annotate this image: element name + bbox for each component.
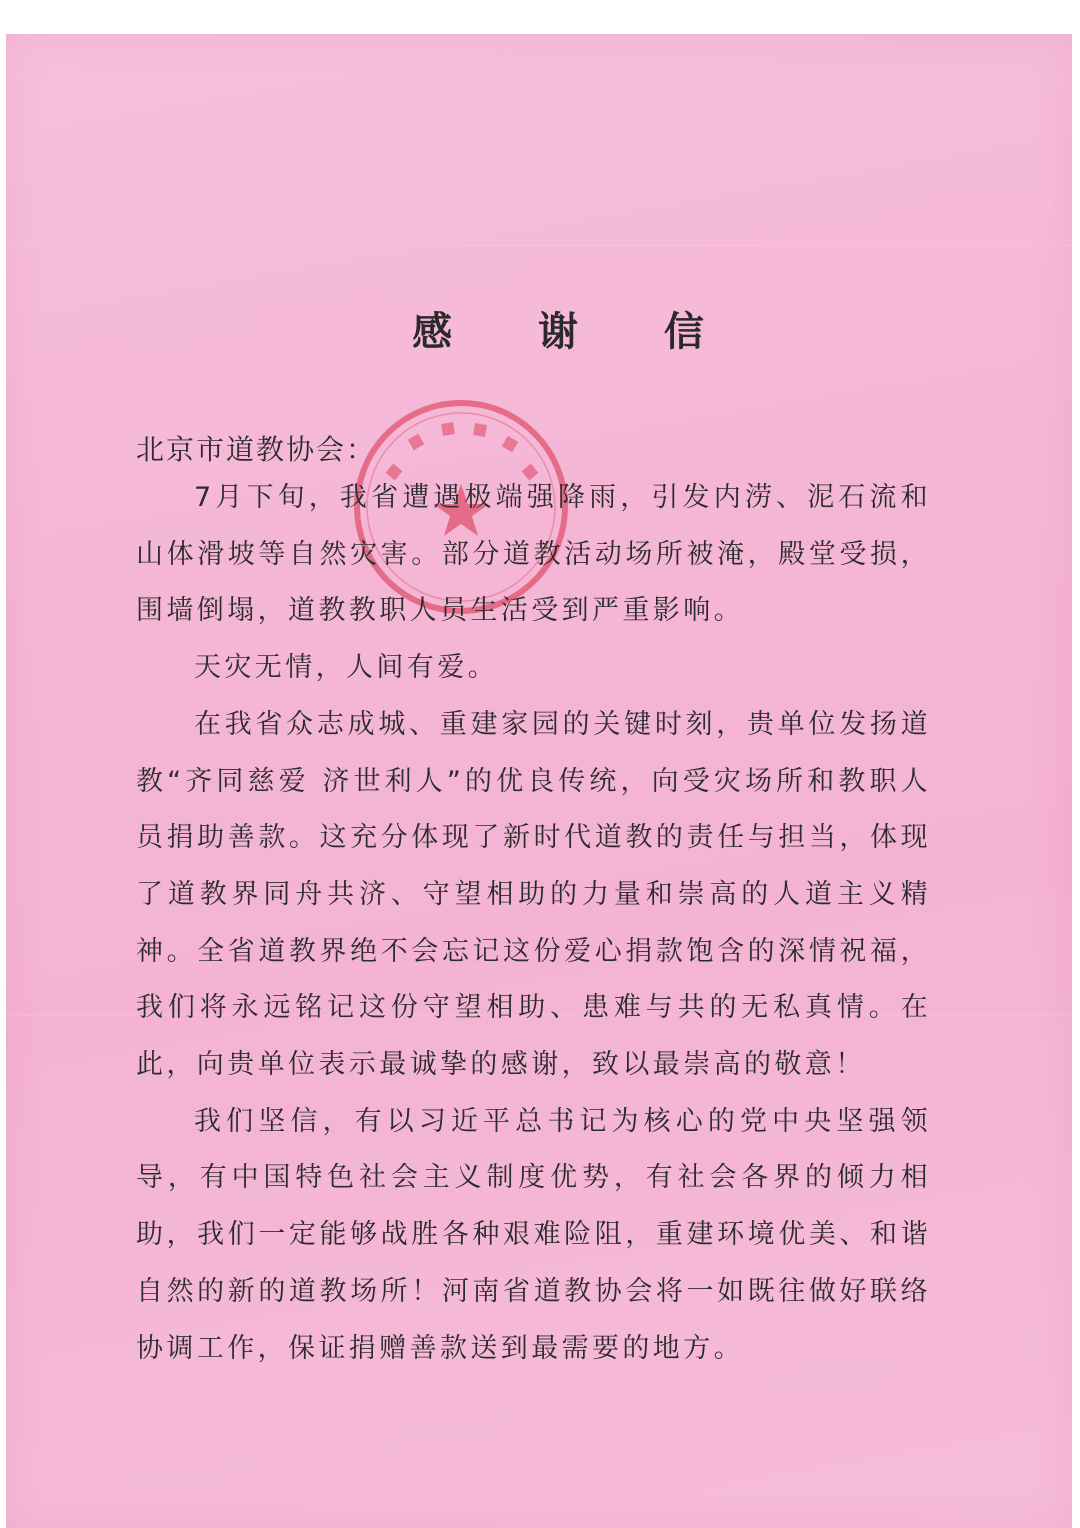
letter-salutation: 北京市道教协会： [136,433,377,466]
body-paragraph: 我们坚信，有以习近平总书记为核心的党中央坚强领导，有中国特色社会主义制度优势，有社会各界的倾力相助，我们一定能够战胜各种艰难险阻，重建环境优美、和谐自然的新的道教场所！河南省道教协会将一如既往做好联络协调工作，保证捐赠善款送到最需要的地方。 [136,1105,931,1364]
body-paragraph: 天灾无情，人间有爱。 [194,652,498,684]
paper-crease [6,244,1072,246]
letter-body [136,470,931,1377]
body-paragraph: 在我省众志成城、重建家园的关键时刻，贵单位发扬道教“齐同慈爱 济世利人”的优良传统，向受灾场所和教职人员捐助善款。这充分体现了新时代道教的责任与担当，体现了道教界同舟共济、守望相助的力量和崇高的人道主义精神。全省道教界绝不会忘记这份爱心捐款饱含的深情祝福，我们将永远铭记这份守望相助、患难与共的无私真情。在此，向贵单位表示最诚挚的感谢，致以最崇高的敬意！ [136,708,931,1081]
body-paragraph: 7月下旬，我省遭遇极端强降雨，引发内涝、泥石流和山体滑坡等自然灾害。部分道教活动场所被淹，殿堂受损，围墙倒塌，道教教职人员生活受到严重影响。 [136,482,931,627]
letter-title: 感 谢 信 [412,308,740,355]
